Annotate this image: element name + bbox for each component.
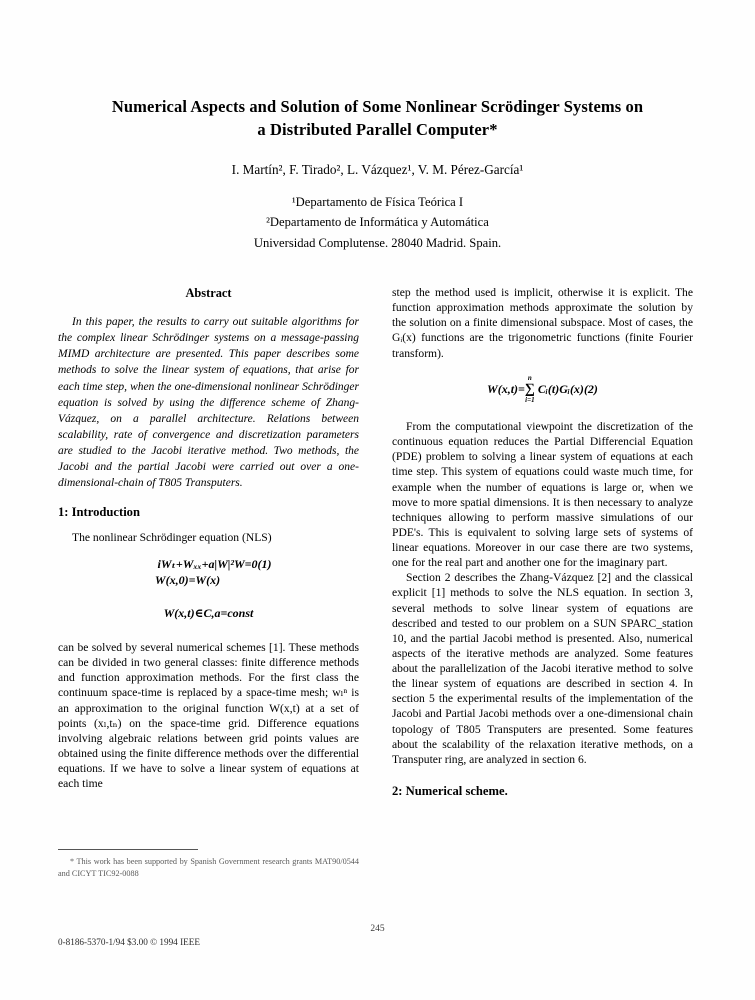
equation-2-number: (2) bbox=[583, 381, 598, 396]
abstract-heading: Abstract bbox=[185, 286, 232, 300]
affiliation-3: Universidad Complutense. 28040 Madrid. Spain. bbox=[253, 235, 502, 250]
introduction-lead-in: The nonlinear Schrödinger equation (NLS) bbox=[72, 530, 272, 544]
section-heading-introduction: 1: Introduction bbox=[58, 505, 140, 520]
page-number: 245 bbox=[370, 924, 385, 934]
affiliation-2: ²Departamento de Informática y Automática bbox=[266, 215, 489, 230]
equation-2-line bbox=[392, 373, 693, 404]
footnote bbox=[58, 856, 359, 879]
equation-1 bbox=[58, 557, 359, 589]
summation-symbol bbox=[524, 373, 535, 404]
paper-title-block bbox=[60, 95, 695, 142]
affiliation-block bbox=[60, 192, 695, 253]
abstract-body-text: In this paper, the results to carry out suitable algorithms for the complex linear Schrödinger systems on a message-passing MIMD architecture are presented. This paper describes some methods to solve the linear system of equations, that arise for each time step, when the one-dimensional nonlinear Schrödinger equation is solved by using the difference scheme of Zhang-Vázquez, on a parallel architecture. Relations between scalability, rate of convergence and discretization parameters are studied to the Jacobi iterative method. Two methods, the Jacobi and the partial Jacobi were carried out over a one-dimensional-chain of T805 Transputers. bbox=[58, 316, 359, 490]
right-paragraph-3: Section 2 describes the Zhang-Vázquez [2] and the classical explicit [1] methods to solve the NLS equation. In section 3, several methods to solve linear system of equations are described and tested to our problem on a SUN SPARC_station 10, and the partial Jacobi method is presented. Also, numerical aspects of the iterative methods are analyzed. Some features about the parallelization of the Jacobi iterative method to solve the linear system of equations are described in section 4. In section 5 the experimental results of the implementation of the Jacobi and Partial Jacobi methods over a one-dimensional chain topology of T805 Transputers are presented. Some features about the scalability of the relaxation iterative methods, on a Transputer ring, are analyzed in section 6. bbox=[392, 571, 693, 766]
section-heading-numerical-scheme: 2: Numerical scheme. bbox=[392, 783, 508, 798]
sum-upper-limit: n bbox=[527, 373, 532, 382]
page-title bbox=[60, 95, 695, 142]
footnote-divider bbox=[58, 849, 198, 850]
paper-title-line-2: a Distributed Parallel Computer* bbox=[257, 120, 498, 140]
copyright-notice: 0-8186-5370-1/94 $3.00 © 1994 IEEE bbox=[58, 937, 200, 947]
equation-2-rhs: Cᵢ(t)Gᵢ(x) bbox=[537, 381, 584, 396]
equation-1-line-2: W(x,0)=W(x) bbox=[154, 572, 221, 587]
equation-2 bbox=[392, 373, 693, 404]
equation-1-line-1 bbox=[58, 557, 359, 573]
author-list: I. Martín², F. Tirado², L. Vázquez¹, V. M. Pérez-García¹ bbox=[231, 162, 524, 177]
equation-1-number: (1) bbox=[257, 556, 272, 571]
abstract-text bbox=[58, 314, 359, 491]
right-column bbox=[392, 285, 693, 808]
equation-2-lhs: W(x,t)= bbox=[487, 381, 525, 396]
right-paragraph-2: From the computational viewpoint the discretization of the continuous equation reduces the Partial Differencial Equation (PDE) problem to solving a linear system of equations at each time step. This system of equations could waste much time, for example when the number of equations is large or, when we move to more spatial dimensions. It is then necessary to analyze techniques allowing to perform massive simulations of our PDE's. This is equivalent to solving large sets of systems of linear equations. Moreover in our case there are two systems, one for the real part and another one for the imaginary part. bbox=[392, 420, 693, 570]
footnote-text: * This work has been supported by Spanish Government research grants MAT90/0544 and CICYT TIC92-0088 bbox=[58, 857, 359, 878]
introduction-paragraph-1: can be solved by several numerical schemes [1]. These methods can be divided in two general classes: finite difference methods and function approximation methods. For the first class the continuum space-time is replaced by a space-time mesh; wₗⁿ is an approximation to the original function W(x,t) at a set of points (xₗ,tₙ) on the space-time grid. Difference equations involving algebraic relations between grid points values are obtained using the finite difference methods over the differential equations. If we have to solve a linear system of equations at each time bbox=[58, 641, 359, 791]
sum-lower-limit: i=1 bbox=[525, 395, 535, 404]
left-column bbox=[58, 285, 359, 791]
affiliation-1: ¹Departamento de Física Teórica I bbox=[291, 195, 464, 209]
right-paragraph-continued: step the method used is implicit, otherwise it is explicit. The function approximation methods approximate the solution by the solution on a finite dimensional subspace. Most of cases, the Gᵢ(x) functions are the trigonometric functions (finite Fourier transform). bbox=[392, 286, 693, 360]
equation-condition: W(x,t)∈C,a=const bbox=[163, 606, 254, 621]
paper-title-line-1: Numerical Aspects and Solution of Some Nonlinear Scrödinger Systems on bbox=[111, 97, 644, 116]
equation-1-expression: iWₜ+Wₓₓ+a|W|²W=0 bbox=[157, 556, 258, 571]
sum-glyph: ∑ bbox=[524, 381, 535, 397]
